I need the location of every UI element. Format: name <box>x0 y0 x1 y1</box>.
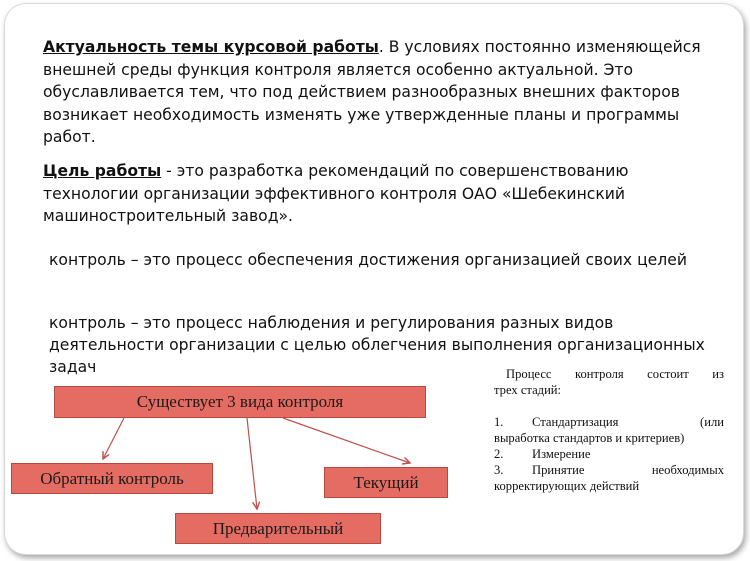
definition-2: контроль – это процесс наблюдения и регулирования разных видов деятельности организации с целью облегчения выполнения организационных задач <box>49 314 705 376</box>
arrow-to-current <box>283 418 410 463</box>
preliminary-control-box: Предварительный <box>175 513 381 544</box>
relevance-body: В условиях постоянно изменяющейся внешней среды функция контроля является особенно актуальной. Это обуславливается тем, что под действием разнообразных внешних факторов возникает необходимость изменять уже утвержденные планы и программы работ. <box>43 38 701 146</box>
process-step-continuation: корректирующих действий <box>494 479 640 493</box>
control-types-box: Существует 3 вида контроля <box>54 386 426 418</box>
feedback-control-box: Обратный контроль <box>11 463 213 494</box>
current-control-box: Текущий <box>324 467 448 498</box>
process-intro-line2: трех стадий: <box>494 383 562 397</box>
process-step: 3. Принятие необходимых <box>494 463 724 477</box>
process-stages-note <box>494 366 724 494</box>
relevance-punct: . <box>378 38 384 56</box>
goal-body: - это разработка рекомендаций по совершенствованию технологии организации эффективного контроля ОАО «Шебекинский машиностроительный завод». <box>43 162 629 225</box>
process-step: 2. Измерение <box>494 447 591 461</box>
relevance-term: Актуальность темы курсовой работы <box>43 38 379 56</box>
arrow-to-feedback <box>103 418 124 459</box>
process-intro-line1: Процесс контроля состоит из <box>506 367 724 381</box>
goal-term: Цель работы <box>43 162 162 180</box>
process-step: 1. Стандартизация (или <box>494 415 724 429</box>
definition-1: контроль – это процесс обеспечения достижения организацией своих целей <box>49 251 687 269</box>
arrow-to-preliminary <box>247 418 257 509</box>
process-step-continuation: выработка стандартов и критериев) <box>494 431 685 445</box>
